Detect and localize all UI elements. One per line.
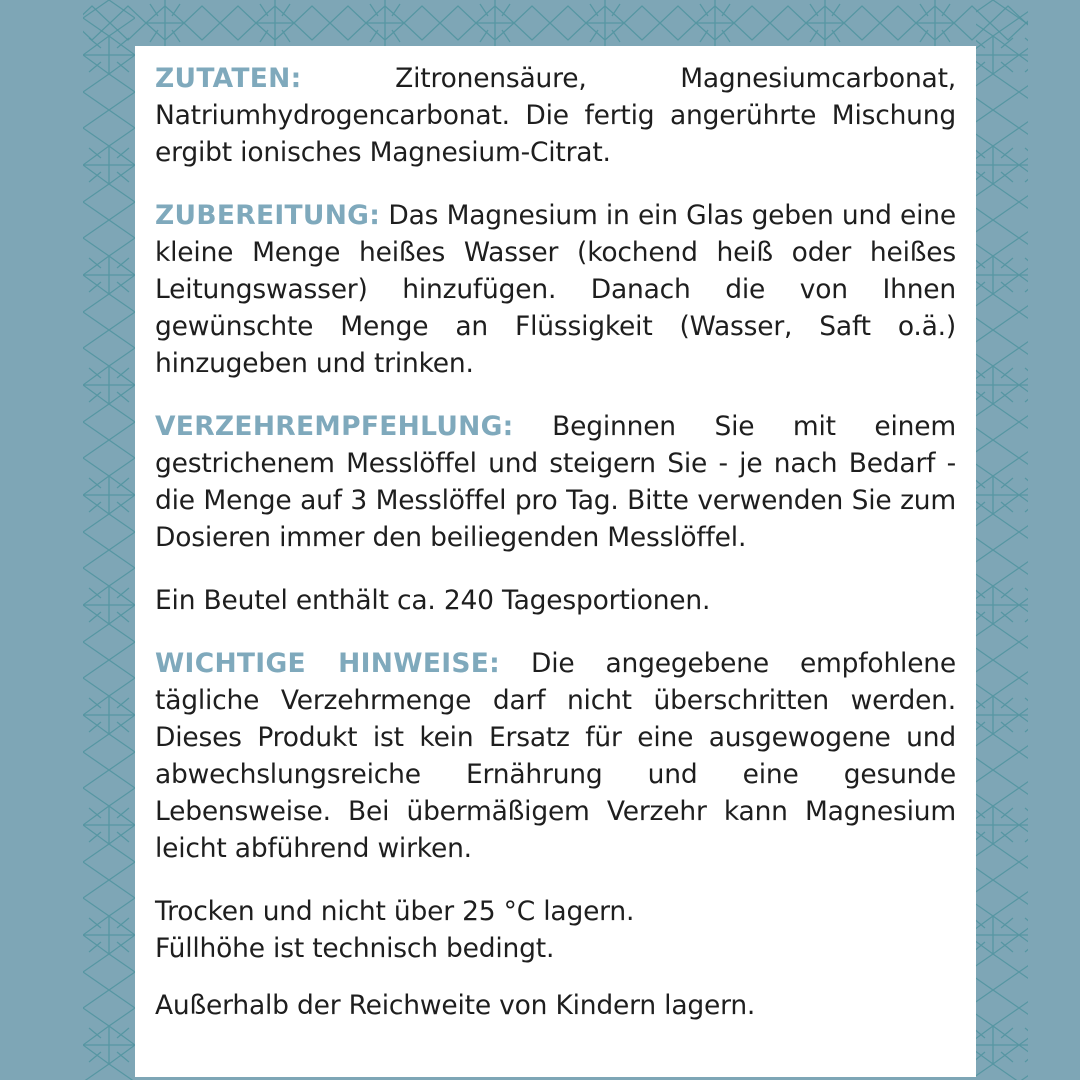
dosage-text: Beginnen Sie mit einem gestrichenem Messlöffel und steigern Sie - je nach Bedarf - die Menge auf 3 Messlöffel pro Tag. Bitte verwenden Sie zum Dosieren immer den beiliegenden Messlöffel.: [155, 411, 956, 553]
ingredients-text: Zitronensäure, Magnesiumcarbonat, Natriumhydrogencarbonat. Die fertig angerührte Mischung ergibt ionisches Magnesium-Citrat.: [155, 63, 956, 168]
product-info-panel: [135, 46, 976, 1077]
ingredients-heading: ZUTATEN:: [155, 63, 302, 94]
child-warning: Außerhalb der Reichweite von Kindern lagern.: [155, 990, 756, 1021]
dosage-heading: VERZEHREMPFEHLUNG:: [155, 411, 514, 442]
important-notes-heading: WICHTIGE HINWEISE:: [155, 648, 501, 679]
section-preparation: [155, 197, 956, 382]
section-important-notes: [155, 645, 956, 867]
storage-line-2: Füllhöhe ist technisch bedingt.: [155, 933, 555, 964]
preparation-text: Das Magnesium in ein Glas geben und eine kleine Menge heißes Wasser (kochend heiß oder heißes Leitungswasser) hinzufügen. Danach die von Ihnen gewünschte Menge an Flüssigkeit (Wasser, Saft o.ä.) hinzugeben und trinken.: [155, 200, 956, 379]
important-notes-text: Die angegebene empfohlene tägliche Verzehrmenge darf nicht überschritten werden. Dieses Produkt ist kein Ersatz für eine ausgewogene und abwechslungsreiche Ernährung und eine gesunde Lebensweise. Bei übermäßigem Verzehr kann Magnesium leicht abführend wirken.: [155, 648, 956, 864]
preparation-heading: ZUBEREITUNG:: [155, 200, 381, 231]
portions-info: Ein Beutel enthält ca. 240 Tagesportionen.: [155, 585, 711, 616]
storage-info: [155, 893, 956, 967]
section-ingredients: [155, 60, 956, 171]
storage-line-1: Trocken und nicht über 25 °C lagern.: [155, 896, 635, 927]
section-dosage: [155, 408, 956, 556]
